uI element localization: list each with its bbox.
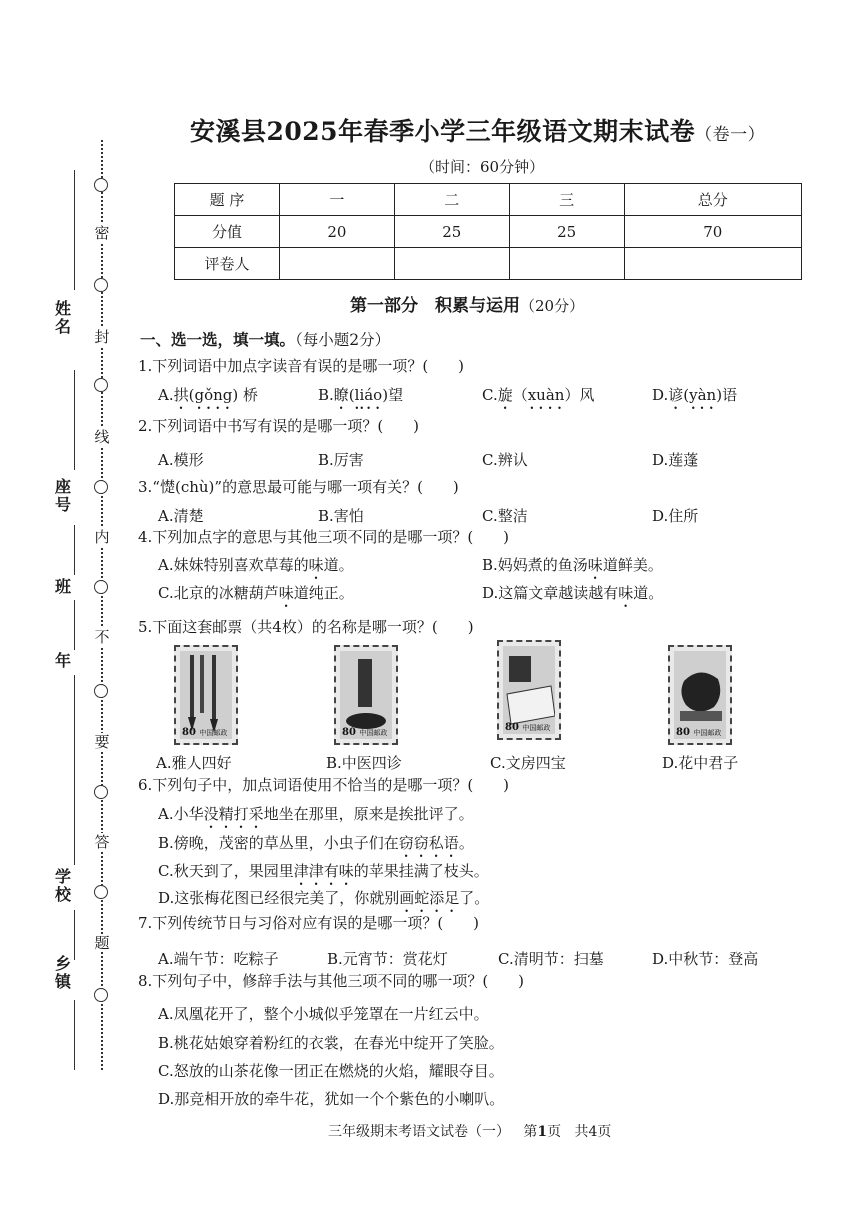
- table-cell: 题 序: [175, 184, 280, 216]
- table-cell: 评卷人: [175, 248, 280, 280]
- q1-option-a-word: 拱(gǒng): [173, 386, 239, 404]
- stamp-country: 中国邮政: [522, 724, 551, 732]
- q4-option-a[interactable]: [158, 554, 354, 583]
- stamp-inkstick: [334, 645, 398, 745]
- seal-circle: [94, 785, 108, 799]
- stamp-image: [503, 646, 555, 734]
- exam-title: [190, 112, 790, 148]
- footer-exam-name: 三年级期末考语文试卷（一）: [328, 1124, 510, 1140]
- q5-option-a[interactable]: A.雅人四好: [156, 754, 232, 772]
- q1-option-d-word: 谚(yàn): [668, 386, 723, 404]
- seal-char: 不: [94, 628, 110, 646]
- q5-option-c[interactable]: C.文房四宝: [490, 754, 566, 772]
- seal-char: 线: [94, 428, 110, 446]
- q7-option-b[interactable]: B.元宵节：赏花灯: [327, 950, 448, 968]
- q3-option-a[interactable]: A.清楚: [158, 507, 204, 525]
- seat-label: 座号: [54, 477, 71, 514]
- question-6: 6.下列句子中，加点词语使用不恰当的是哪一项？( ): [138, 776, 510, 794]
- stamp-value-text: 80: [342, 727, 356, 738]
- q8-option-c[interactable]: C.怒放的山茶花像一团正在燃烧的火焰，耀眼夺目。: [158, 1062, 504, 1080]
- stamp-country: 中国邮政: [199, 729, 228, 737]
- class-label: 班: [54, 577, 71, 596]
- inkstick-icon: [340, 651, 392, 739]
- q5-option-b[interactable]: B.中医四诊: [326, 754, 402, 772]
- stamp-paper: [497, 640, 561, 740]
- part-title: [350, 291, 584, 316]
- q6-b-post: 。: [458, 834, 474, 852]
- q1-option-c-tail: 风: [579, 386, 595, 404]
- q7-option-c[interactable]: C.清明节：扫墓: [498, 950, 604, 968]
- town-line: [74, 910, 75, 960]
- name-line: [74, 170, 75, 290]
- q6-c-dotted: 津津有味: [293, 862, 354, 880]
- q4-b-post: 道鲜美。: [602, 556, 663, 574]
- stamp-image: [674, 651, 726, 739]
- exam-title-text: 安溪县2025年春季小学三年级语文期末试卷: [190, 117, 696, 146]
- q7-option-a[interactable]: A.端午节：吃粽子: [158, 950, 279, 968]
- school-line: [74, 675, 75, 865]
- q8-option-a[interactable]: A.凤凰花开了，整个小城似乎笼罩在一片红云中。: [158, 1005, 489, 1023]
- q6-b-pre: B.傍晚，茂密的草丛里，小虫子们在: [158, 834, 399, 852]
- exam-time: （时间：60分钟）: [420, 158, 545, 176]
- stamp-image: [340, 651, 392, 739]
- seal-char: 封: [94, 328, 110, 346]
- table-cell: 20: [280, 216, 395, 248]
- seal-char: 密: [94, 224, 110, 242]
- seal-char: 答: [94, 833, 110, 851]
- stamp-value-text: 80: [505, 722, 519, 733]
- seal-char: 内: [94, 528, 110, 546]
- question-7: 7.下列传统节日与习俗对应有误的是哪一项？( ): [138, 914, 480, 932]
- q4-c-pre: C.北京的冰糖葫芦: [158, 584, 279, 602]
- q4-d-post: 道。: [633, 584, 664, 602]
- seat-line: [74, 370, 75, 470]
- q6-b-dotted: 窃窃私语: [398, 834, 459, 852]
- seal-circle: [94, 885, 108, 899]
- q4-option-d[interactable]: [482, 582, 663, 611]
- seal-circle: [94, 178, 108, 192]
- q2-option-a[interactable]: A.模形: [158, 451, 204, 469]
- town-label: 乡镇: [54, 954, 71, 991]
- question-1: 1.下列词语中加点字读音有误的是哪一项？( ): [138, 357, 465, 375]
- stamp-value: [342, 727, 387, 738]
- table-cell: 总分: [624, 184, 801, 216]
- q2-option-c[interactable]: C.辨认: [482, 451, 528, 469]
- footer-total-pages: 共4页: [574, 1124, 612, 1140]
- seal-circle: [94, 378, 108, 392]
- q6-option-a[interactable]: [158, 803, 474, 832]
- table-cell: 二: [394, 184, 509, 216]
- seal-circle: [94, 480, 108, 494]
- grader-cell[interactable]: [509, 248, 624, 280]
- q8-option-b[interactable]: B.桃花姑娘穿着粉红的衣裳，在春光中绽开了笑脸。: [158, 1034, 504, 1052]
- table-row: [175, 216, 802, 248]
- q4-option-b[interactable]: [482, 554, 663, 583]
- q4-option-c[interactable]: [158, 582, 354, 611]
- q1-option-c-word: 旋（xuàn）: [497, 386, 580, 404]
- question-2: 2.下列词语中书写有误的是哪一项？( ): [138, 417, 420, 435]
- town-line-lower: [74, 1000, 75, 1070]
- q4-a-dotted: 味: [308, 556, 324, 574]
- section-title: [140, 328, 390, 350]
- grader-cell[interactable]: [624, 248, 801, 280]
- class-line: [74, 525, 75, 575]
- q2-option-b[interactable]: B.厉害: [318, 451, 364, 469]
- section-note: （每小题2分）: [295, 331, 391, 349]
- q4-c-post: 道纯正。: [293, 584, 354, 602]
- stamp-value-text: 80: [182, 727, 196, 738]
- stamp-value-text: 80: [676, 727, 690, 738]
- q4-c-dotted: 味: [278, 584, 294, 602]
- seal-circle: [94, 278, 108, 292]
- q6-option-b[interactable]: [158, 832, 474, 861]
- table-cell: 25: [394, 216, 509, 248]
- table-cell: 三: [509, 184, 624, 216]
- q3-option-c[interactable]: C.整洁: [482, 507, 528, 525]
- q1-option-c[interactable]: C.旋（xuàn）风: [482, 386, 595, 404]
- table-cell: 一: [280, 184, 395, 216]
- question-8: 8.下列句子中，修辞手法与其他三项不同的哪一项？( ): [138, 972, 525, 990]
- table-cell: 25: [509, 216, 624, 248]
- seal-circle: [94, 684, 108, 698]
- stamp-country: 中国邮政: [693, 729, 722, 737]
- q6-d-pre: D.这张梅花图已经很完美了，你就别: [158, 889, 400, 907]
- q1-option-d-tail: 语: [722, 386, 738, 404]
- q6-c-post: 的苹果挂满了枝头。: [353, 862, 489, 880]
- seal-char: 要: [94, 733, 110, 751]
- q1-option-b-word: 瞭(liáo): [333, 386, 389, 404]
- grader-cell[interactable]: [394, 248, 509, 280]
- table-cell: 70: [624, 216, 801, 248]
- stamp-brushes: [174, 645, 238, 745]
- seal-circle: [94, 988, 108, 1002]
- section-title-text: 一、选一选，填一填。: [140, 330, 296, 349]
- stamp-inkstone: [668, 645, 732, 745]
- q1-option-a[interactable]: A.拱(gǒng) 桥: [158, 386, 259, 404]
- q6-option-c[interactable]: [158, 860, 489, 889]
- footer-page-pre: 第: [523, 1124, 538, 1140]
- stamp-value: [182, 727, 227, 738]
- q5-option-d[interactable]: D.花中君子: [662, 754, 739, 772]
- seal-char: 题: [94, 934, 110, 952]
- page-footer: [328, 1121, 611, 1141]
- q8-option-d[interactable]: D.那竞相开放的牵牛花，犹如一个个紫色的小喇叭。: [158, 1090, 505, 1108]
- q2-option-d[interactable]: D.莲蓬: [652, 451, 699, 469]
- q3-option-b[interactable]: B.害怕: [318, 507, 364, 525]
- q4-d-dotted: 味: [618, 584, 634, 602]
- q6-a-post: 地坐在那里，原来是挨批评了。: [263, 805, 474, 823]
- q6-c-pre: C.秋天到了，果园里: [158, 862, 294, 880]
- footer-page-post: 页: [547, 1124, 562, 1140]
- q4-a-post: 道。: [323, 556, 354, 574]
- stamp-value: [676, 727, 721, 738]
- table-row: [175, 248, 802, 280]
- q6-a-pre: A.小华: [158, 805, 204, 823]
- part-title-text: 第一部分 积累与运用: [350, 296, 520, 316]
- q3-option-d[interactable]: D.住所: [652, 507, 699, 525]
- question-5: 5.下面这套邮票（共4枚）的名称是哪一项？( ): [138, 618, 474, 636]
- footer-page-number: 1: [537, 1124, 548, 1140]
- q4-b-dotted: 味: [587, 556, 603, 574]
- q1-option-b-tail: 望: [388, 386, 404, 404]
- q4-d-pre: D.这篇文章越读越有: [482, 584, 619, 602]
- table-row: [175, 184, 802, 216]
- q6-a-dotted: 没精打采: [203, 805, 264, 823]
- q1-option-b[interactable]: B.瞭(liáo)望: [318, 386, 404, 404]
- grade-label: 年: [54, 651, 71, 670]
- seal-circle: [94, 580, 108, 594]
- stamp-country: 中国邮政: [359, 729, 388, 737]
- grader-cell[interactable]: [280, 248, 395, 280]
- question-3: 3.“憷(chù)”的意思最可能与哪一项有关？( ): [138, 478, 459, 496]
- binding-margin: [0, 0, 130, 1215]
- score-table: [174, 183, 802, 280]
- exam-title-suffix: （卷一）: [695, 125, 766, 145]
- q6-d-post: 了。: [459, 889, 490, 907]
- stamp-value: [505, 722, 550, 733]
- q1-option-d[interactable]: D.谚(yàn)语: [652, 386, 738, 404]
- q4-b-pre: B.妈妈煮的鱼汤: [482, 556, 588, 574]
- q7-option-d[interactable]: D.中秋节：登高: [652, 950, 759, 968]
- brush-icon: [180, 651, 232, 739]
- school-label: 学校: [54, 867, 71, 904]
- grade-line: [74, 600, 75, 650]
- question-4: 4.下列加点字的意思与其他三项不同的是哪一项？( ): [138, 528, 510, 546]
- q4-a-pre: A.妹妹特别喜欢草莓的: [158, 556, 309, 574]
- q6-d-dotted: 画蛇添足: [399, 889, 460, 907]
- part-score: （20分）: [520, 297, 585, 315]
- inkstone-icon: [674, 651, 726, 739]
- q1-option-a-tail: 桥: [243, 386, 259, 404]
- table-cell: 分值: [175, 216, 280, 248]
- name-label: 姓名: [54, 299, 71, 336]
- stamp-image: [180, 651, 232, 739]
- paper-icon: [503, 646, 555, 734]
